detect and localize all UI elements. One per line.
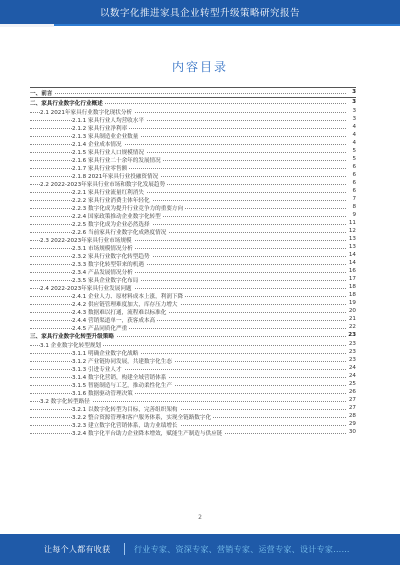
report-title: 以数字化推进家具企业转型升级策略研究报告 bbox=[99, 8, 300, 19]
toc-entry-page: 27 bbox=[346, 405, 356, 411]
toc-entry-text: 三、家具行业数字化转型升级策略 bbox=[30, 334, 114, 340]
toc-entry[interactable] bbox=[30, 259, 356, 267]
toc-entry[interactable] bbox=[30, 404, 356, 412]
toc-entry[interactable] bbox=[30, 131, 356, 139]
toc-entry-text: 二、家具行业数字化行业概述 bbox=[30, 101, 103, 107]
toc-entry-page: 8 bbox=[346, 204, 356, 210]
toc-entry-text: 2.4 2022-2023年家具行业发展问题 bbox=[40, 286, 132, 292]
toc-entry[interactable] bbox=[30, 235, 356, 243]
toc-entry-page: 4 bbox=[346, 124, 356, 130]
toc-entry-text: 2.2.4 国家政策推动企业数字化转型 bbox=[72, 214, 161, 220]
toc-entry-text: 3.1.3 引进专业人才 bbox=[72, 367, 122, 373]
toc-entry[interactable] bbox=[30, 251, 356, 259]
toc-entry-page: 14 bbox=[346, 252, 356, 258]
toc-entry-page: 14 bbox=[346, 260, 356, 266]
toc-entry[interactable] bbox=[30, 123, 356, 131]
toc-entry-text: 3.1.4 数字化营销，构建全域营销体系 bbox=[72, 375, 167, 381]
toc-entry-page: 4 bbox=[346, 132, 356, 138]
toc-entry[interactable] bbox=[30, 179, 356, 187]
toc-entry-text: 3.2.3 建立数字化营销体系，助力业绩增长 bbox=[72, 423, 178, 429]
toc-entry-text: 2.3.4 产品发展情况分析 bbox=[72, 270, 133, 276]
toc-entry[interactable] bbox=[30, 171, 356, 179]
toc-entry-text: 2.3.1 市场规模情况分析 bbox=[72, 246, 133, 252]
toc-entry-text: 3.1.6 数据驱动管理决策 bbox=[72, 391, 133, 397]
toc-entry-page: 11 bbox=[346, 220, 356, 226]
toc-entry-page: 24 bbox=[346, 365, 356, 371]
toc-entry-text: 2.1.8 2021年家具行业投融资情况 bbox=[72, 174, 159, 180]
toc-entry-text: 2.3.3 数字化转型带来的机遇 bbox=[72, 262, 144, 268]
toc-entry[interactable] bbox=[30, 428, 356, 436]
toc-entry-page: 23 bbox=[346, 341, 356, 347]
toc-entry[interactable] bbox=[30, 283, 356, 291]
toc-entry-page: 23 bbox=[346, 349, 356, 355]
toc-entry[interactable] bbox=[30, 356, 356, 364]
toc-entry[interactable] bbox=[30, 203, 356, 211]
toc-entry[interactable] bbox=[30, 267, 356, 275]
toc-entry-page: 6 bbox=[346, 164, 356, 170]
toc-entry-page: 22 bbox=[346, 324, 356, 330]
toc-entry-text: 2.1.5 家具行业人口规模情况 bbox=[72, 150, 144, 156]
toc-entry[interactable] bbox=[30, 364, 356, 372]
toc-title: 内容目录 bbox=[171, 60, 228, 74]
toc-leader-dots bbox=[30, 93, 346, 94]
toc-entry-text: 2.2 2022-2023年家具行业市场和数字化发展趋势 bbox=[40, 182, 166, 188]
toc-entry-text: 2.2.3 数字化成为提升行业竞争力的重要方向 bbox=[72, 206, 184, 212]
toc-entry-text: 2.1.3 家具制造业企业数量 bbox=[72, 134, 139, 140]
toc-entry-page: 3 bbox=[346, 116, 356, 122]
toc-entry-page: 6 bbox=[346, 180, 356, 186]
toc-entry[interactable] bbox=[30, 107, 356, 115]
toc-entry[interactable] bbox=[30, 396, 356, 404]
toc-entry[interactable] bbox=[30, 147, 356, 155]
toc-entry-text: 2.2.6 当前家具行业数字化成熟度情况 bbox=[72, 230, 167, 236]
toc-entry[interactable] bbox=[30, 87, 356, 98]
toc-entry[interactable] bbox=[30, 420, 356, 428]
toc-entry-page: 13 bbox=[346, 244, 356, 250]
toc-entry-page: 19 bbox=[346, 300, 356, 306]
toc-entry-text: 2.1 2021年家具行业数字化现状分析 bbox=[40, 110, 133, 116]
toc-entry-page: 6 bbox=[346, 188, 356, 194]
toc-entry[interactable] bbox=[30, 195, 356, 203]
footer-bar bbox=[0, 534, 400, 565]
toc-entry-page: 5 bbox=[346, 156, 356, 162]
toc-entry-page: 12 bbox=[346, 228, 356, 234]
toc-entry-page: 23 bbox=[346, 332, 356, 338]
toc-entry-page: 4 bbox=[346, 140, 356, 146]
toc-entry-page: 24 bbox=[346, 373, 356, 379]
toc-entry-text: 一、前言 bbox=[30, 91, 53, 97]
toc-entry-text: 2.2.1 家具行业流量红利消失 bbox=[72, 190, 144, 196]
toc-entry-text: 2.3.2 家具行业数字化转型趋势 bbox=[72, 254, 150, 260]
toc-entry-text: 3.1.2 产业链协同发展，共建数字化生态 bbox=[72, 359, 172, 365]
footer-slogan: 让每个人都有收获 bbox=[44, 545, 111, 554]
toc-entry[interactable] bbox=[30, 291, 356, 299]
toc-entry-page: 3 bbox=[346, 89, 356, 95]
toc-entry-page: 21 bbox=[346, 316, 356, 322]
toc-entry-text: 2.4.3 数据难以打通，流程难以标准化 bbox=[72, 310, 167, 316]
toc-entry-text: 2.3.5 家具企业数字化布局 bbox=[72, 278, 139, 284]
toc-entry[interactable] bbox=[30, 299, 356, 307]
toc-entry-page: 13 bbox=[346, 236, 356, 242]
footer-divider bbox=[124, 543, 125, 555]
toc-entry-text: 2.3 2022-2023年家具行业市场规模 bbox=[40, 238, 132, 244]
header-accent bbox=[0, 24, 54, 27]
toc-entry-text: 3.2 数字化转型路径 bbox=[40, 399, 90, 405]
toc-entry-page: 30 bbox=[346, 429, 356, 435]
toc-entry-text: 2.4.5 产品同质化严重 bbox=[72, 326, 128, 332]
toc-entry-page: 18 bbox=[346, 284, 356, 290]
toc-entry-text: 2.2.5 数字化成为企业必然选择 bbox=[72, 222, 150, 228]
toc-entry-page: 6 bbox=[346, 172, 356, 178]
toc-entry[interactable] bbox=[30, 275, 356, 283]
footer-tagline: 行业专家、资深专家、营销专家、运营专家、设计专家…… bbox=[134, 545, 350, 554]
toc-entry[interactable] bbox=[30, 388, 356, 396]
toc-entry-text: 2.1.7 家具行业零售额 bbox=[72, 166, 128, 172]
toc-entry-page: 7 bbox=[346, 196, 356, 202]
toc-entry-page: 5 bbox=[346, 148, 356, 154]
toc-entry-text: 2.4.4 营销渠道单一，获客成本高 bbox=[72, 318, 156, 324]
toc-entry[interactable] bbox=[30, 412, 356, 420]
toc-entry-page: 23 bbox=[346, 357, 356, 363]
toc-entry-text: 2.1.4 企业成本情况 bbox=[72, 142, 122, 148]
toc-entry-page: 29 bbox=[346, 421, 356, 427]
toc-entry[interactable] bbox=[30, 323, 356, 331]
toc-entry-page: 9 bbox=[346, 212, 356, 218]
toc-entry-page: 27 bbox=[346, 397, 356, 403]
toc-entry[interactable] bbox=[30, 331, 356, 340]
toc-entry-text: 3.1.1 明确企业数字化战略 bbox=[72, 351, 139, 357]
toc-entry[interactable] bbox=[30, 187, 356, 195]
toc-entry[interactable] bbox=[30, 115, 356, 123]
toc-entry-text: 2.1.1 家具行业人均营收水平 bbox=[72, 118, 144, 124]
toc-entry-page: 28 bbox=[346, 413, 356, 419]
toc-entry[interactable] bbox=[30, 340, 356, 348]
toc-entry[interactable] bbox=[30, 155, 356, 163]
toc-entry-page: 3 bbox=[346, 108, 356, 114]
toc-entry-text: 3.2.4 数字化平台助力企业降本增效，赋能生产制造与供应链 bbox=[72, 431, 223, 437]
toc-entry[interactable] bbox=[30, 98, 356, 107]
toc-entry-page: 16 bbox=[346, 268, 356, 274]
toc-entry-page: 26 bbox=[346, 389, 356, 395]
toc-entry-text: 3.1.5 智能制造与工艺，推动柔性化生产 bbox=[72, 383, 172, 389]
toc-entry-text: 3.2.1 以数字化转型为目标，完善组织架构 bbox=[72, 407, 178, 413]
table-of-contents bbox=[30, 86, 356, 436]
toc-entry-page: 20 bbox=[346, 308, 356, 314]
toc-entry-page: 18 bbox=[346, 292, 356, 298]
toc-entry[interactable] bbox=[30, 348, 356, 356]
toc-entry-text: 2.1.6 家具行业二十余年的发展情况 bbox=[72, 158, 161, 164]
toc-entry[interactable] bbox=[30, 163, 356, 171]
toc-entry-text: 2.2.2 家具行业消费主体年轻化 bbox=[72, 198, 150, 204]
toc-entry-text: 3.2.2 整合资源管理和客户服务体系，实现全链路数字化 bbox=[72, 415, 212, 421]
toc-entry[interactable] bbox=[30, 243, 356, 251]
toc-entry[interactable] bbox=[30, 211, 356, 219]
page-number: 2 bbox=[198, 514, 202, 521]
toc-entry[interactable] bbox=[30, 219, 356, 227]
toc-entry-page: 3 bbox=[346, 99, 356, 105]
toc-entry[interactable] bbox=[30, 380, 356, 388]
toc-entry[interactable] bbox=[30, 307, 356, 315]
toc-entry[interactable] bbox=[30, 227, 356, 235]
toc-entry-text: 3.1 企业数字化转型规划 bbox=[40, 343, 102, 349]
toc-entry-page: 25 bbox=[346, 381, 356, 387]
toc-entry-page: 17 bbox=[346, 276, 356, 282]
toc-entry[interactable] bbox=[30, 372, 356, 380]
toc-entry[interactable] bbox=[30, 315, 356, 323]
toc-entry-text: 2.1.2 家具行业净利率 bbox=[72, 126, 128, 132]
toc-entry-text: 2.4.2 供应链管理难度加大，库存压力增大 bbox=[72, 302, 178, 308]
header-rule bbox=[54, 24, 400, 26]
toc-entry-text: 2.4.1 企业人力、原材料成本上涨，利润下降 bbox=[72, 294, 184, 300]
toc-entry[interactable] bbox=[30, 139, 356, 147]
header-bar bbox=[0, 0, 400, 24]
